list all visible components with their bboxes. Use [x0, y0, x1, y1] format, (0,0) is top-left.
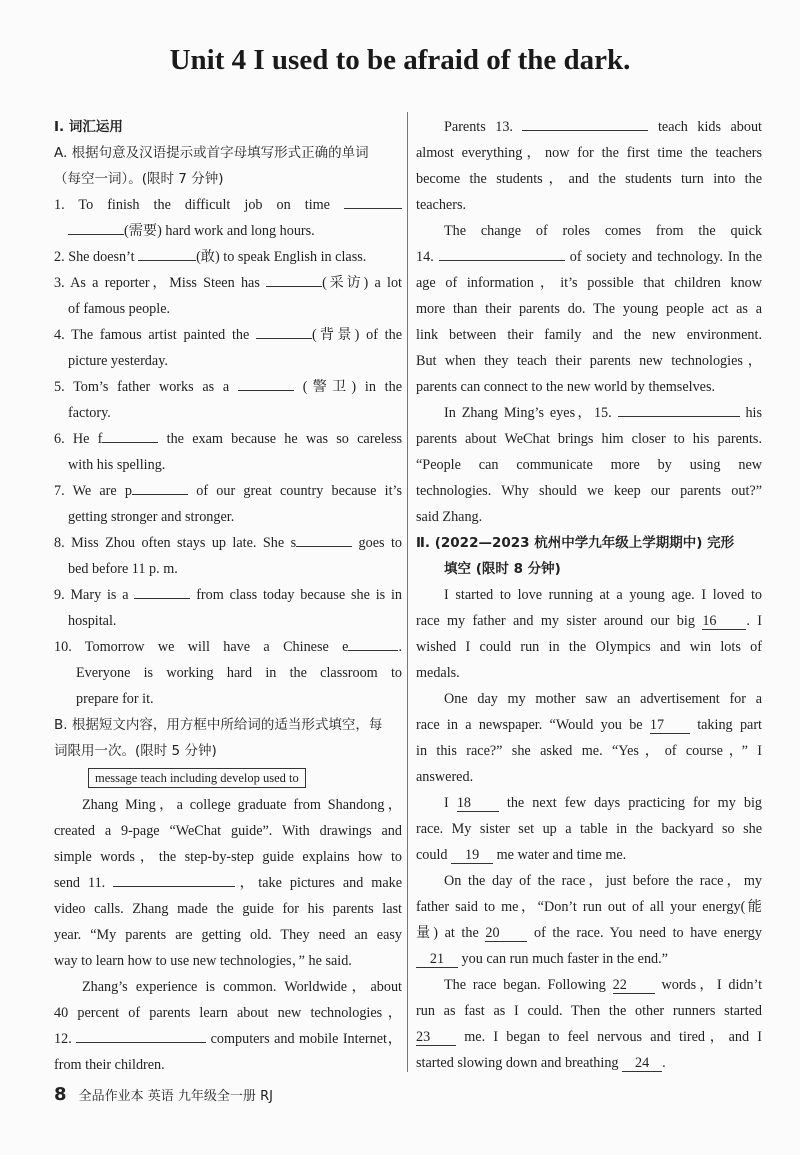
passage-line: 40 percent of parents learn about new technologies， [54, 1005, 402, 1021]
cloze-blank-17[interactable]: 17 [650, 717, 690, 734]
passage-line: 21 you can run much faster in the end.” [416, 946, 762, 972]
column-divider [407, 112, 408, 1072]
passage-line: from their children. [54, 1057, 165, 1073]
section-2-heading-2: 填空 (限时 8 分钟) [444, 561, 561, 577]
passage-line: wished I could run in the Olympics and win lots of [416, 639, 762, 655]
answer-blank-12[interactable] [76, 1026, 206, 1043]
question-8: 8. Miss Zhou often stays up late. She s goes to [54, 530, 402, 556]
passage-line: link between their family and the new environment. [416, 327, 762, 343]
question-10: 10. Tomorrow we will have a Chinese e . [54, 634, 402, 660]
passage-line: answered. [416, 769, 474, 785]
part-a-instruction-2: （每空一词）。(限时 7 分钟) [54, 171, 224, 187]
section-2-heading: Ⅱ. (2022—2023 杭州中学九年级上学期期中) 完形 [416, 535, 735, 551]
part-b-instruction: B. 根据短文内容，用方框中所给词的适当形式填空，每 [54, 717, 383, 733]
passage-line: “People can communicate more by using new [416, 457, 762, 473]
passage-line: 14. of society and technology. In the [416, 244, 762, 270]
page-footer [54, 1084, 273, 1105]
passage-line: Parents 13. teach kids about [416, 114, 762, 140]
answer-blank[interactable] [344, 192, 402, 209]
answer-blank[interactable] [68, 218, 124, 235]
passage-line: race in a newspaper. “Would you be 17 taking part [416, 717, 762, 733]
answer-blank-14[interactable] [439, 244, 565, 261]
answer-blank[interactable] [296, 530, 352, 547]
cloze-blank-18[interactable]: 18 [457, 795, 499, 812]
passage-line: said Zhang. [416, 509, 483, 525]
passage-line: Zhang’s experience is common. Worldwide，about [82, 979, 402, 995]
word-box: message teach including develop used to [88, 768, 306, 788]
passage-line: I 18 the next few days practicing for my big [444, 795, 762, 811]
passage-line: year. “My parents are getting old. They need an easy [54, 927, 402, 943]
passage-line: 量) at the 20 of the race. You need to have energy [416, 925, 762, 941]
passage-line: simple words，the step-by-step guide explains how to [54, 849, 402, 865]
part-a-instruction: A. 根据句意及汉语提示或首字母填写形式正确的单词 [54, 145, 369, 161]
passage-line: almost everything，now for the first time the teachers [416, 145, 762, 161]
passage-line: One day my mother saw an advertisement for a [444, 691, 762, 707]
passage-line: parents about WeChat brings him closer to his parents. [416, 431, 762, 447]
answer-blank[interactable] [102, 426, 158, 443]
question-9: 9. Mary is a from class today because she is in [54, 582, 402, 608]
question-1: 1. To finish the difficult job on time [54, 192, 402, 218]
passage-line: parents can connect to the new world by themselves. [416, 379, 716, 395]
passage-line: video calls. Zhang made the guide for his parents last [54, 901, 402, 917]
cloze-blank-24[interactable]: 24 [622, 1055, 662, 1072]
answer-blank[interactable] [134, 582, 190, 599]
passage-line: I started to love running at a young age. I loved to [444, 587, 762, 603]
passage-line: created a 9-page “WeChat guide”. With drawings and [54, 823, 402, 839]
passage-line: The change of roles comes from the quick [444, 223, 762, 239]
question-4: 4. The famous artist painted the (背景) of the [54, 322, 402, 348]
right-column [416, 114, 762, 1076]
cloze-blank-20[interactable]: 20 [485, 925, 527, 942]
passage-line: race. My sister set up a table in the backyard so she [416, 821, 762, 837]
answer-blank[interactable] [138, 244, 196, 261]
passage-line: in this race?” she asked me. “Yes，of course，” I [416, 743, 762, 759]
answer-blank[interactable] [256, 322, 312, 339]
question-5: 5. Tom’s father works as a (警卫) in the [54, 374, 402, 400]
passage-line: age of information，it’s possible that children know [416, 275, 762, 291]
question-3: 3. As a reporter，Miss Steen has (采访) a lot [54, 270, 402, 296]
answer-blank-15[interactable] [618, 400, 740, 417]
passage-line: run as fast as I could. Then the other runners started [416, 1003, 762, 1019]
page-title: Unit 4 I used to be afraid of the dark. [169, 44, 631, 76]
passage-line: become the students，and the students turn into the [416, 171, 762, 187]
cloze-blank-23[interactable]: 23 [416, 1029, 456, 1046]
cloze-blank-19[interactable]: 19 [451, 847, 493, 864]
cloze-blank-21[interactable]: 21 [416, 951, 458, 968]
answer-blank[interactable] [348, 634, 398, 651]
answer-blank-13[interactable] [522, 114, 648, 131]
question-2: 2. She doesn’t (敢) to speak English in class. [54, 244, 402, 270]
passage-line: 23 me. I began to feel nervous and tired，and I [416, 1029, 763, 1045]
passage-line: medals. [416, 665, 460, 681]
book-title: 全品作业本 英语 九年级全一册 RJ [78, 1089, 273, 1104]
passage-line: On the day of the race，just before the race，my [444, 873, 762, 889]
passage-line: more than their parents do. The young people act as a [416, 301, 762, 317]
passage-line: The race began. Following 22 words，I didn’t [444, 977, 763, 993]
passage-line: could 19 me water and time me. [416, 847, 627, 863]
section-1-heading: Ⅰ. 词汇运用 [54, 119, 123, 135]
answer-blank-11[interactable] [113, 870, 235, 887]
left-column: Ⅰ. 词汇运用 A. 根据句意及汉语提示或首字母填写形式正确的单词 （每空一词）。(限时 7 分钟) 1. To finish the difficult job on time (需要) hard work and long hours. 2. She doesn’t (敢) to speak English in class. 3. As a reporter，Miss Steen has (采访) a lot of famous people. 4. The famous artist painted the (背景) of the picture yesterday. 5. Tom’s father works as a (警卫) in the factory. 6. He f the exam because he was so careless with his spelling. 7. We are p of our great country because it’s getting stronger and stronger. 8. Miss Zhou often stays up late. She s goes to bed before 11 p. m. 9. Mary is a from class today because she is in hospital. 10. Tomorrow we will have a Chinese e . Everyone is working hard in the classroom to prepare for it. B. 根据短文内容，用方框中所给词的适当形式填空，每 词限用一次。(限时 5 分钟) message teach including develop used to Zhang Ming，a college graduate from Shandong， created a 9-page “WeChat guide”. With drawings and simple words，the step-by-step guide explains how to send 11. ，take pictures and make video calls. Zhang made the guide for his parents last year. “My parents are getting old. They need an easy way to learn how to use new technologies，” he said. Zhang’s experience is common. Worldwide，about 40 percent of parents learn about new technologies， 12. computers and mobile Internet， from their children. [54, 114, 402, 1078]
passage-line: way to learn how to use new technologies，” he said. [54, 953, 352, 969]
part-b-instruction-2: 词限用一次。(限时 5 分钟) [54, 743, 217, 759]
passage-line: send 11. ，take pictures and make [54, 870, 402, 896]
passage-line: race my father and my sister around our big 16 . I [416, 613, 762, 629]
passage-line: But when they teach their parents new technologies， [416, 353, 762, 369]
passage-line: Zhang Ming，a college graduate from Shandong， [82, 797, 402, 813]
cloze-blank-16[interactable]: 16 [702, 613, 746, 630]
answer-blank[interactable] [238, 374, 294, 391]
passage-line: started slowing down and breathing 24 . [416, 1055, 666, 1071]
passage-line: teachers. [416, 197, 467, 213]
answer-blank[interactable] [132, 478, 188, 495]
question-7: 7. We are p of our great country because it’s [54, 478, 402, 504]
passage-line: In Zhang Ming’s eyes，15. his [416, 400, 762, 426]
passage-line: 12. computers and mobile Internet， [54, 1026, 402, 1052]
passage-line: technologies. Why should we keep our parents out?” [416, 483, 762, 499]
page-number: 8 [54, 1084, 67, 1105]
answer-blank[interactable] [266, 270, 322, 287]
passage-line: father said to me，“Don’t run out of all your energy(能 [416, 899, 762, 915]
question-6: 6. He f the exam because he was so careless [54, 426, 402, 452]
cloze-blank-22[interactable]: 22 [613, 977, 655, 994]
